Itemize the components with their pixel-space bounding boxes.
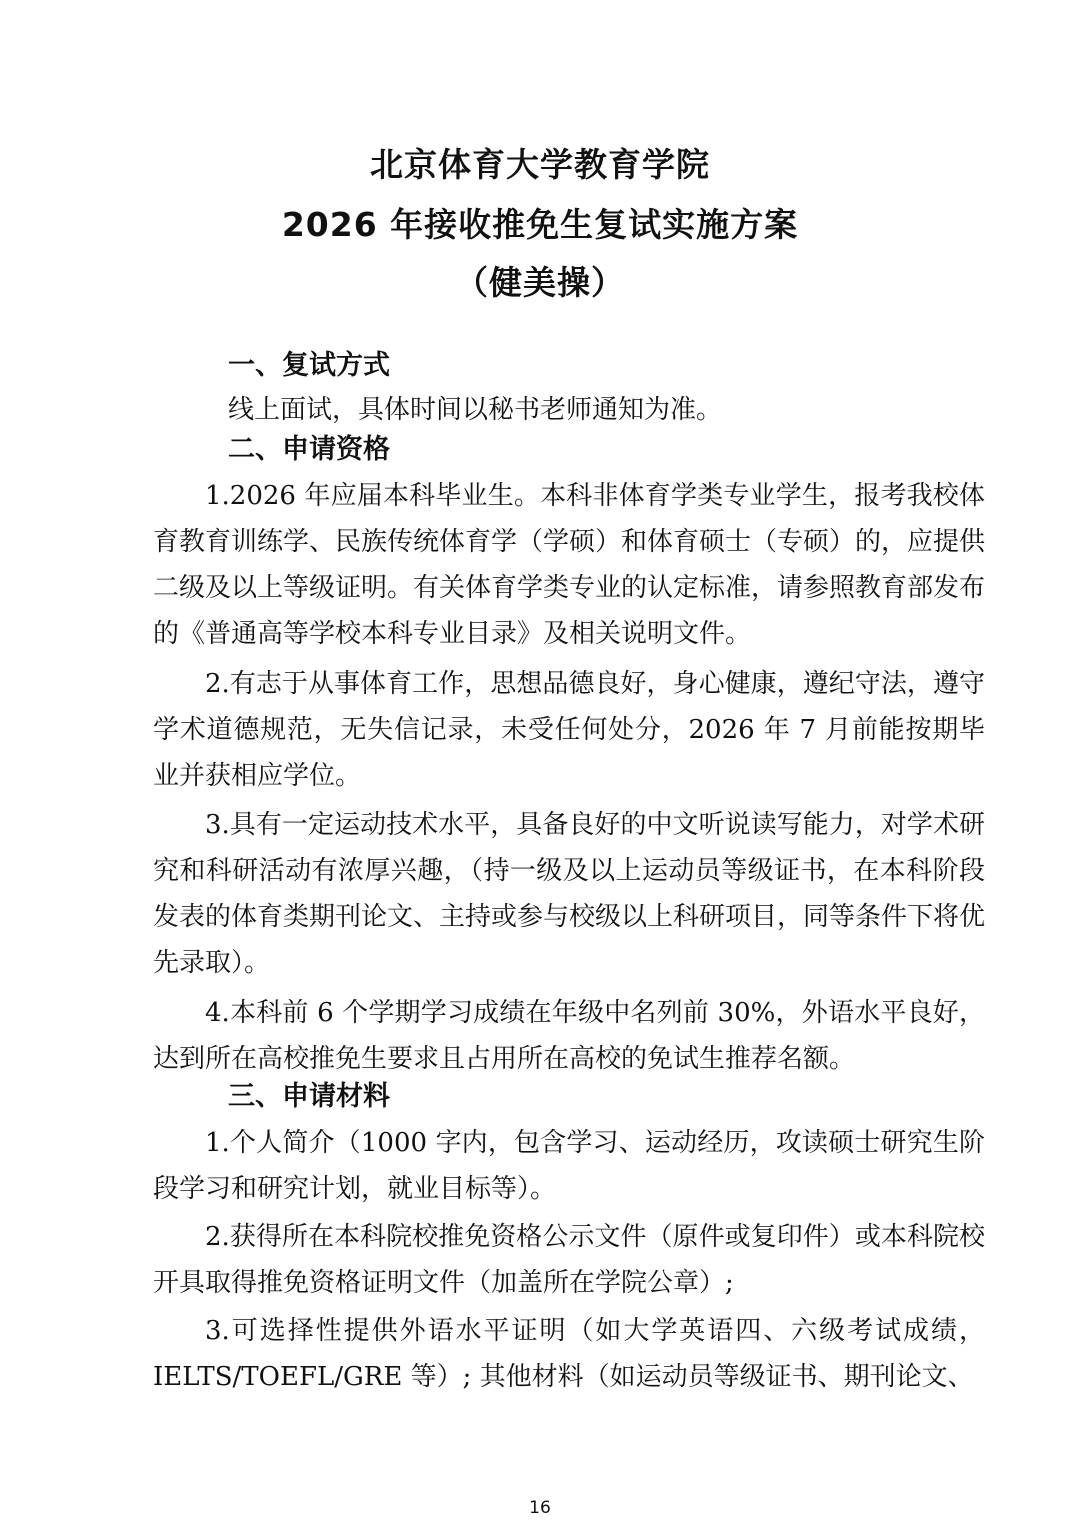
page-number: 16 xyxy=(529,1498,551,1518)
eligibility-item-1: 1.2026 年应届本科毕业生。本科非体育学类专业学生，报考我校体育教育训练学、民族传统体育学（学硕）和体育硕士（专硕）的，应提供二级及以上等级证明。有关体育学类专业的认定标准，请参照教育部发布的《普通高等学校本科专业目录》及相关说明文件。 xyxy=(153,481,986,649)
eligibility-item-2: 2.有志于从事体育工作，思想品德良好，身心健康，遵纪守法，遵守学术道德规范，无失信记录，未受任何处分，2026 年 7 月前能按期毕业并获相应学位。 xyxy=(153,669,985,791)
materials-item-1: 1.个人简介（1000 字内，包含学习、运动经历，攻读硕士研究生阶段学习和研究计划，就业目标等）。 xyxy=(153,1128,985,1204)
section-heading-eligibility: 二、申请资格 xyxy=(228,434,390,465)
materials-item-2: 2.获得所在本科院校推免资格公示文件（原件或复印件）或本科院校开具取得推免资格证明文件（加盖所在学院公章）; xyxy=(153,1222,985,1298)
eligibility-item-4: 4.本科前 6 个学期学习成绩在年级中名列前 30%，外语水平良好，达到所在高校推免生要求且占用所在高校的免试生推荐名额。 xyxy=(153,998,985,1074)
section-heading-materials: 三、申请材料 xyxy=(228,1081,390,1112)
section-heading-retest-method: 一、复试方式 xyxy=(228,350,390,381)
materials-item-3: 3.可选择性提供外语水平证明（如大学英语四、六级考试成绩，IELTS/TOEFL/GRE 等）; 其他材料（如运动员等级证书、期刊论文、 xyxy=(153,1316,985,1392)
retest-method-paragraph: 线上面试，具体时间以秘书老师通知为准。 xyxy=(228,395,723,425)
title-line-1: 北京体育大学教育学院 xyxy=(370,145,710,184)
eligibility-item-3: 3.具有一定运动技术水平，具备良好的中文听说读写能力，对学术研究和科研活动有浓厚兴趣，（持一级及以上运动员等级证书，在本科阶段发表的体育类期刊论文、主持或参与校级以上科研项目，同等条件下将优先录取）。 xyxy=(153,810,986,978)
title-line-2: 2026 年接收推免生复试实施方案 xyxy=(281,205,799,244)
title-line-3: （健美操） xyxy=(455,263,625,302)
